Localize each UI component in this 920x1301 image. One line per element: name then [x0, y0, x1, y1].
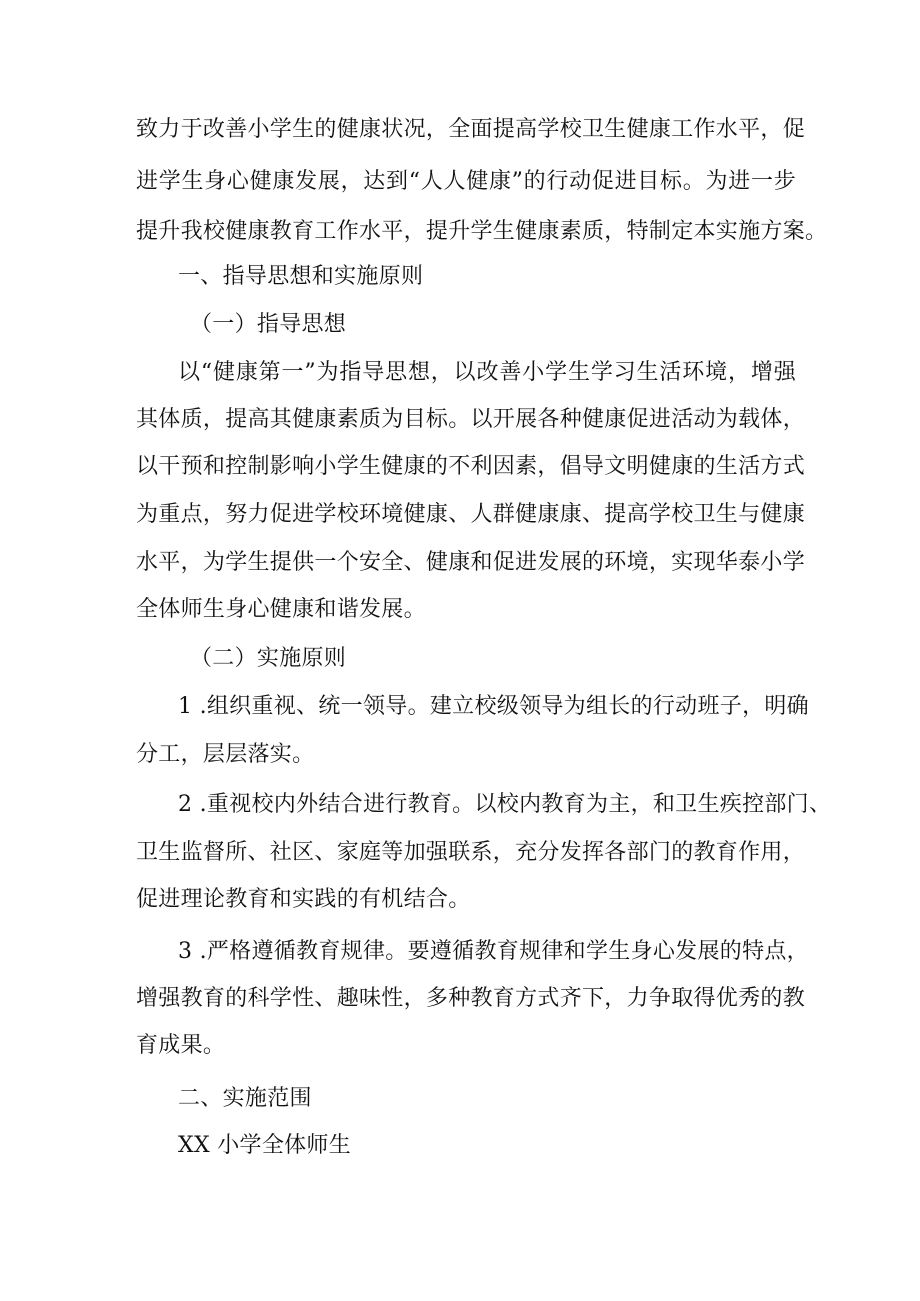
section2-heading: 二、实施范围: [178, 1086, 312, 1111]
principle3-line-3: 育成果。: [136, 1033, 226, 1058]
sub1-heading: （一）指导思想: [190, 312, 347, 337]
principle3-line-2: 增强教育的科学性、趣味性，多种教育方式齐下，力争取得优秀的教: [136, 986, 806, 1011]
section1-heading: 一、指导思想和实施原则: [178, 264, 424, 289]
guiding-line-2: 其体质，提高其健康素质为目标。以开展各种健康促进活动为载体，: [136, 407, 806, 432]
scope-text: XX 小学全体师生: [178, 1133, 352, 1158]
guiding-line-3: 以干预和控制影响小学生健康的不利因素，倡导文明健康的生活方式: [136, 454, 806, 479]
guiding-line-4: 为重点，努力促进学校环境健康、人群健康康、提高学校卫生与健康: [136, 502, 806, 527]
intro-line-1: 致力于改善小学生的健康状况，全面提高学校卫生健康工作水平，促: [136, 117, 806, 142]
sub2-heading: （二）实施原则: [190, 646, 347, 671]
guiding-line-5: 水平，为学生提供一个安全、健康和促进发展的环境，实现华泰小学: [136, 550, 806, 575]
principle3-line-1: 3 .严格遵循教育规律。要遵循教育规律和学生身心发展的特点，: [178, 939, 809, 964]
principle2-line-1: 2 .重视校内外结合进行教育。以校内教育为主，和卫生疾控部门、: [178, 792, 832, 817]
principle2-line-2: 卫生监督所、社区、家庭等加强联系，充分发挥各部门的教育作用，: [136, 840, 806, 865]
principle1-line-2: 分工，层层落实。: [136, 742, 315, 767]
intro-line-3: 提升我校健康教育工作水平，提升学生健康素质，特制定本实施方案。: [136, 219, 828, 244]
guiding-line-6: 全体师生身心健康和谐发展。: [136, 597, 426, 622]
principle1-line-1: 1 .组织重视、统一领导。建立校级领导为组长的行动班子，明确: [178, 694, 809, 719]
intro-line-2: 进学生身心健康发展，达到“人人健康”的行动促进目标。为进一步: [136, 169, 796, 194]
principle2-line-3: 促进理论教育和实践的有机结合。: [136, 887, 471, 912]
guiding-line-1: 以“健康第一”为指导思想，以改善小学生学习生活环境，增强: [178, 360, 796, 385]
